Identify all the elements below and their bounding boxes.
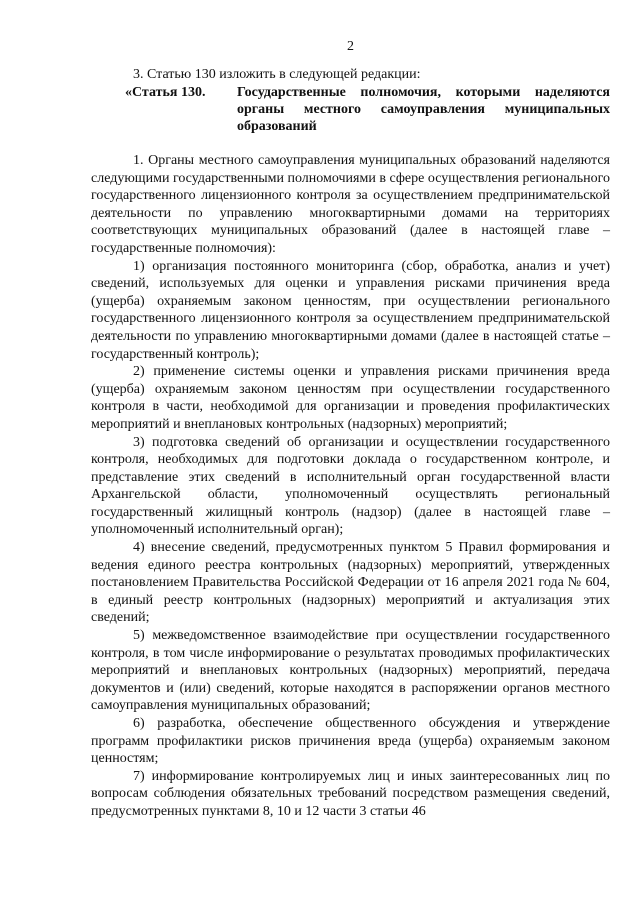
article-title: Государственные полномочия, которыми наделяются органы местного самоуправления муниципальных образований (237, 85, 610, 134)
paragraph: 2) применение системы оценки и управления рисками причинения вреда (ущерба) охраняемым законом ценностям при осуществлении государственного контроля в части, необходимой для организации и проведения профилактических мероприятий и внеплановых контрольных (надзорных) мероприятий; (91, 364, 610, 432)
paragraph: 1. Органы местного самоуправления муниципальных образований наделяются следующими государственными полномочиями в сфере осуществления регионального государственного лицензионного контроля за осуществлением предпринимательской деятельности по управлению многоквартирными домами на территориях соответствующих муниципальных образований (далее в настоящей главе – государственные полномочия): (91, 153, 610, 256)
paragraph: 7) информирование контролируемых лиц и иных заинтересованных лиц по вопросам соблюдения обязательных требований посредством размещения сведений, предусмотренных пунктами 8, 10 и 12 части 3 статьи 46 (91, 768, 610, 819)
paragraph: 4) внесение сведений, предусмотренных пунктом 5 Правил формирования и ведения единого реестра контрольных (надзорных) мероприятий, утвержденных постановлением Правительства Российской Федерации от 16 апреля 2021 года № 604, в единый реестр контрольных (надзорных) мероприятий и актуализация этих сведений; (91, 540, 610, 626)
paragraph: 6) разработка, обеспечение общественного обсуждения и утверждение программ профилактики рисков причинения вреда (ущерба) охраняемым законом ценностям; (91, 716, 610, 767)
paragraph: 1) организация постоянного мониторинга (сбор, обработка, анализ и учет) сведений, используемых для оценки и управления рисками причинения вреда (ущерба) охраняемым законом ценностям, при осуществлении регионального государственного лицензионного контроля за осуществлением предпринимательской деятельности по управлению многоквартирными домами (далее в настоящей статье – государственный контроль); (91, 258, 610, 362)
article-label: «Статья 130. (125, 85, 206, 100)
page-number: 2 (347, 39, 354, 54)
article-body (91, 152, 610, 821)
paragraph: 5) межведомственное взаимодействие при осуществлении государственного контроля, в том числе информирование о результатах проводимых профилактических мероприятий и внеплановых контрольных (надзорных) мероприятий, передача документов и (или) сведений, которые находятся в распоряжении органов местного самоуправления муниципальных образований; (91, 628, 610, 714)
amendment-intro: 3. Статью 130 изложить в следующей редакции: (133, 67, 421, 82)
paragraph: 3) подготовка сведений об организации и осуществлении государственного контроля, необходимых для подготовки доклада о государственном контроле, и представление этих сведений в исполнительный орган государственной власти Архангельской области, уполномоченный осуществлять региональный государственный жилищный контроль (надзор) (далее в настоящей главе – уполномоченный исполнительный орган); (91, 434, 610, 538)
